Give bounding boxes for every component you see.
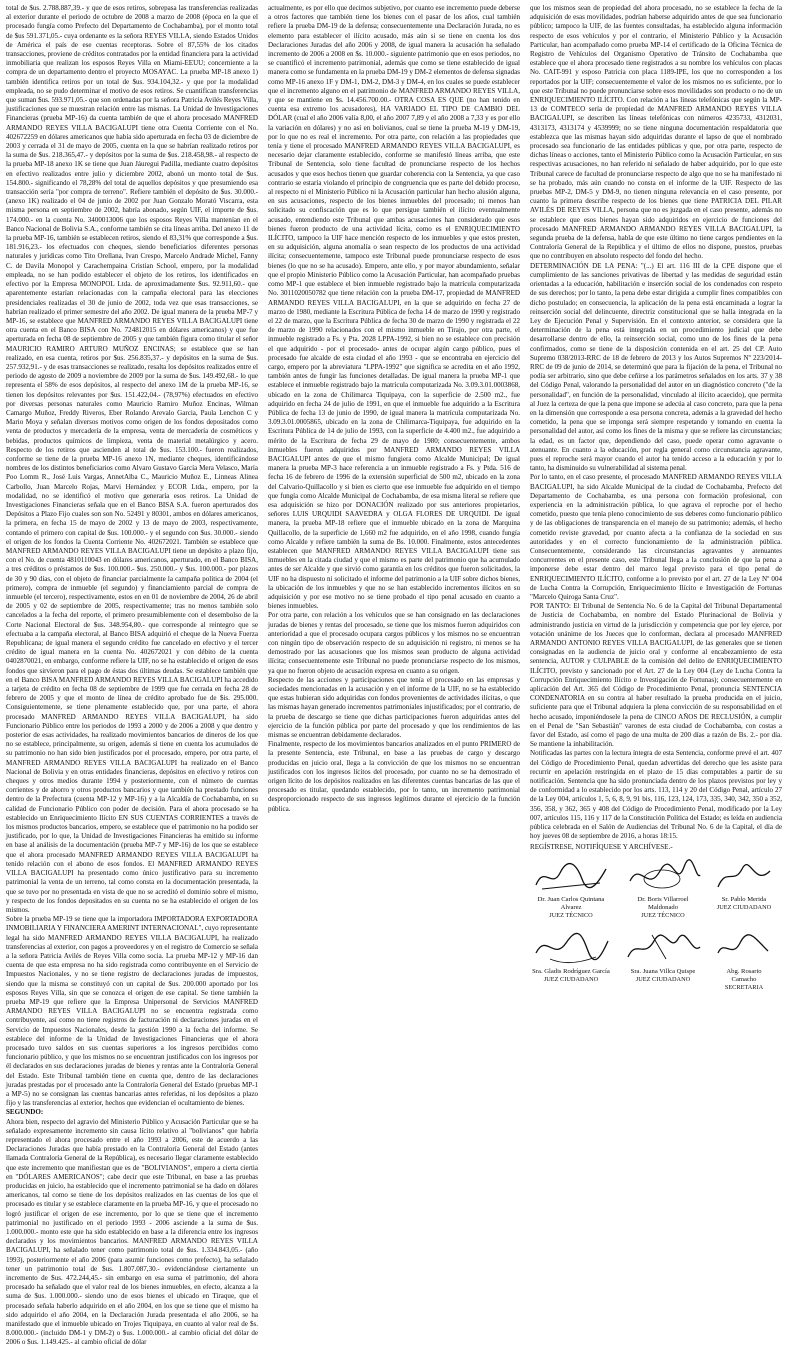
signatory-name: Dr. Boris Villarroel Maldonado: [637, 895, 689, 911]
closing-line: REGÍSTRESE, NOTIFÍQUESE Y ARCHÍVESE.-: [530, 843, 673, 852]
handwritten-signature-icon: [530, 859, 612, 895]
paragraph: DETERMINACIÓN DE LA PENA: "(...) El art. 116 III de la CPE dispone que el cumplimiento de las sanciones privativas de libertad y las medidas de seguridad están orientadas a la educación, habilitación e inserción social de los condenados con respeto de sus derechos; por lo tanto, la pena debe estar dirigida a cumplir fines compatibles con dicho postulado; en consecuencia, la aplicación de la pena está encaminada a lograr la reinserción social del delincuente, directriz constitucional que se halla integrada en la Ley de Ejecución Penal y Supervisión. En el contexto anterior, se considera que la determinación de la pena está integrada en un procedimiento judicial que debe desarrollarse dentro de ello, la reinserción social, como uno de los fines de la pena confirmados, como se tiene de la disposición contenida en el art. 25 del CP. Auto Supremo 038/2013-RRC de 18 de febrero de 2013 y los Autos Supremos Nº 223/2014-RRC de 09 de junio de 2014, se determinó que para la fijación de la pena, el Tribunal no podía ser arbitrario, sino que debe ceñirse a los parámetros señalados en los arts. 37 y 38 del Código Penal, valorando la personalidad del autor en un diagnóstico concreto ("de la personalidad", en función de la personalidad, vinculado al ilícito acaecido), que permita al Juez la certeza de que la pena que impone se adecúa al caso concreto, para que la pena en la dimensión que corresponde a esa persona concreta, además a la gravedad del hecho cometido, la pena que se imponga será siempre respetando y tomando en cuenta la personalidad del autor, así como los fines de la misma y que se refiere las circunstancias; la edad, es un factor que, dependiendo del caso, puede operar como agravante o atenuante. En cuanto a la educación, por regla general como circunstancia agravante, pues el reproche será mayor cuando el autor ha tenido acceso a la educación y por lo tanto, ha disminuido su vulnerabilidad al sistema penal.: [530, 261, 782, 473]
signatory-name: Dr. Juan Carlos Quintana Alvarez: [537, 895, 605, 911]
text-columns: [6, 4, 782, 1347]
signatory-name: Sra. Gladis Rodríguez García: [532, 967, 610, 975]
signatory-role: JUEZ CIUDADANO: [543, 975, 599, 983]
paragraph: Por lo tanto, en el caso presente, el procesado MANFRED ARMANDO REYES VILLA BACIGALUPI, ha sido Alcalde Municipal de la ciudad de Cochabamba, Prefecto del Departamento de Cochabamba, es una persona con formación profesional, con experiencia en la administración pública, lo que agrava el reproche por el hecho cometido, puesto que tenía pleno conocimiento de sus deberes como funcionario público y de las obligaciones de transparencia en el manejo de su patrimonio; además, el hecho cometido reviste gravedad, por cuanto afecta a la confianza de la sociedad en sus autoridades y en el correcto funcionamiento de la administración pública. Consecuentemente, considerando las circunstancias agravantes y atenuantes concurrentes en el presente caso, este Tribunal llega a la conclusión de que la pena a imponerse debe estar dentro del marco legal previsto para el tipo penal de ENRIQUECIMIENTO ILÍCITO, conforme a lo previsto por el art. 27 de la Ley Nº 004 de Lucha Contra la Corrupción, Enriquecimiento Ilícito e Investigación de Fortunas "Marcelo Quiroga Santa Cruz".: [530, 473, 782, 601]
paragraph: Sobre la prueba MP-19 se tiene que la importadora IMPORTADORA EXPORTADORA INMOBILIARIA Y FINANCIERA AMERINT INTERNACIONAL", cuyo representante legal ha sido MANFRED ARMANDO REYES VILLA BACIGALUPI, ha realizado transferencias al exterior, con pagos a proveedores y en el registro de Comercio se señala a la señora Patricia Avilés de Reyes Villa como socia. La prueba MP-12 y MP-16 dan cuenta de que esta empresa no ha sido registrada como contribuyente en el Servicio de Impuestos Nacionales, y no se tiene registro de declaraciones juradas de impuestos, siendo que la misma se constituyó con un capital de $us. 200.000 aportado por los esposos Reyes Villa, sin que se conozca el origen de ese capital. Se tiene también la prueba MP-19 que refiere que la Empresa Unipersonal de Servicios MANFRED ARMANDO REYES VILLA BACIGALUPI no se encuentra registrada como contribuyente, así como no tiene registros de facturación ni declaraciones juradas en el Servicio de Impuestos Nacionales, desde la gestión 1990 a la fecha del informe. Se establece del informe de la Unidad de Investigaciones Financieras que el ahora procesado tuvo saldos en sus cuentas superiores a los ingresos percibidos como funcionario público, y que los mismos no se encuentran justificados con los ingresos por él declarados en sus declaraciones juradas de bienes y rentas ante la Contraloría General del Estado. Este Tribunal también tiene en cuenta que, dentro de las declaraciones juradas prestadas por el procesado ante la Contraloría General del Estado (pruebas MP-1 a MP-5) no se consignan las cuentas bancarias antes referidas, ni los depósitos a plazo fijo y las transferencias al exterior, hechos que evidencian el ocultamiento de bienes.: [6, 915, 258, 1108]
signatory-role: JUEZ TÉCNICO: [549, 911, 593, 919]
sentence-document-page: [6, 4, 782, 1347]
paragraph: POR TANTO: El Tribunal de Sentencia No. 6 de la Capital del Tribunal Departamental de Justicia de Cochabamba, en nombre del Estado Plurinacional de Bolivia y administrando justicia en virtud de la jurisdicción y competencia que por ley ejerce, por votación unánime de los Jueces que lo conforman, declara al procesado MANFRED ARMANDO ANTONIO REYES VILLA BACIGALUPI, de las generales que se tienen consignadas en la audiencia de juicio oral y conforme al encabezamiento de esta sentencia, AUTOR y CULPABLE de la comisión del delito de ENRIQUECIMIENTO ILÍCITO, previsto y sancionado por el Art. 27 de la Ley 004 (Ley de Lucha Contra la Corrupción Enriquecimiento Ilícito e Investigación de Fortunas); consecuentemente en aplicación del Art. 365 del Código de Procedimiento Penal, pronuncia SENTENCIA CONDENATORIA en su contra al haber resultado la prueba producida en el juicio, suficiente para que el Tribunal adquiera la plena convicción de su responsabilidad en el hecho acusado, imponiéndosele la pena de CINCO AÑOS DE RECLUSIÓN, a cumplir en el Penal de "San Sebastián" varones de esta ciudad de Cochabamba, con costas a favor del Estado, así como el pago de una multa de 200 días a razón de Bs. 2.- por día. Se mantiene la inhabilitación.: [530, 602, 782, 749]
signature-2: [622, 859, 704, 920]
signatory-role: JUEZ CIUDADANO: [716, 903, 772, 911]
signature-1: [530, 859, 612, 920]
paragraph: total de $us. 2.788.887,39.- y que de esos retiros, sobrepasa las transferencias realizadas al exterior durante el periodo de octubre de 2008 a marzo de 2008 (época en la que el procesado fungía como Prefecto del Departamento de Cochabamba), por el monto total de $us 591.371,05.- cuya ordenante es la señora REYES VILLA, siendo Estados Unidos de América el país de ese cuentas receptoras. Sobre el 87,55% de los citados transacciones, proviene de créditos contratados por la entidad financiera para la actividad inmobiliaria que realizan los esposos Reyes Villa en Miami-EEUU; concerniente a la compra de un departamento dentro el proyecto MOSAYAC. La prueba MP-18 anexo 1) también identifica retiros por un total de $us. 934.104,32.- y que por la modalidad empleada, no se pudo determinar el motivo de esos retiros. Se cuantifican transferencias que suman $us. 593.971,05.- que son ordenadas por la señora Patricia Avilés Reyes Villa, justificaciones que se muestran relación entre las mismas. La Unidad de Investigaciones Financieras (prueba MP-16) da cuenta también de que el ahora procesado MANFRED ARMANDO REYES VILLA BACIGALUPI tiene otra Cuenta Corriente con el No. 402672259 en dólares americanos que había sido aperturada en fecha 03 de diciembre de 2003 y cerrada el 31 de mayo de 2005, cuenta en la que se habrían realizado retiros por la suma de $us. 218.365,47.- y depósitos por la suma de $us. 218.458,98.- al respecto de la prueba MP-18 anexo 1K se tiene que Juan Jáuregui Padilla, mediante cuatro depósitos en efectivo realizados entre julio y diciembre 2002, abonó un monto total de $us. 154.800.- significando el 78,28% del total de aquellos depósitos y que presumiendo esa transacción sería "por compra de terreno". Refiere también el depósito de $us. 30.000.- (anexo 1K) realizado el 04 de junio de 2002 por Juan Gonzalo Morató Viscarra, esta misma persona en septiembre de 2002, habría abonado, según UIF, el importe de $us. 174.000.- en la cuenta No. 3400013006 que los esposos Reyes Villa mantenían en el Banco Nacional de Bolivia S.A., conforme también se cita líneas arriba. Del anexo 11 de la prueba MP-16, también se establecen retiros, siendo el 83,31% que corresponde a $us. 181.916,23.- los efectuados con cheques, siendo beneficiarios diferentes personas naturales y jurídicas como Tito Orellana, Ivan Crespo, Marcelo Andrade Michel, Fanny C. de Davila Monopol y Carachempaina Cristian School, empero, por la modalidad empleada, no se han podido establecer el objeto de los retiros, los identificados en efectivo por la Empresa MONOPOL Ltda. de aproximadamente $us. 92.911,60.- que aparentemente estarían relacionadas con la campaña electoral para las elecciones presidenciales realizadas el 30 de junio de 2002, toda vez que esas transacciones, se habrían realizado el primer semestre del año 2002. De igual manera de la prueba MP-7 y MP-16, se establece que MANFRED ARMANDO REYES VILLA BACIGALUPI tiene otra cuenta en el Banco BISA con No. 724812015 en dólares americanos) y que fue aperturada en fecha 08 de septiembre de 2005 y que también figura como titular el señor MAURICIO RAMIRO ARTURO MUÑOZ ENCINAS; se establece que se han realizado, en esa cuenta, retiros por $us. 256.835,37.- y depósitos en la suma de $us. 257.932,91.- y de esas transacciones se realizado, resalta los depósitos realizados entre el periodo de agosto de 2009 a noviembre de 2009 por la suma de $us. 149.492,68.- lo que representa el 58% de esos depósitos, al respecto del anexo 1M de la prueba MP-16, se tienen los depósitos relevantes por $us. 151.422,04.- (78,97%) efectuados en efectivo por diversas personas naturales como Mauricio Ramiro Muñoz Encinas, Wilman Camargo Muñoz, Freddy Riveros, Eber Rolando Arevalo Garcia, Paula Lenchon C y Mario Moya y señalan diversos motivos como origen de los fondos depositados como venta de productos y mercadería de la empresa, venta de mercadería de cosméticos y bebidas, productos químicos de limpieza, venta de material metalúrgico y acero. Respecto de los retiros que ascienden al total de $us. 153.100.- fueron realizados, conforme se tiene de la prueba MP-16 anexo 1N, mediante cheques, identificándose nombres de los distintos beneficiarios como Alvaro Gustavo García Mera Velasco, María Poo Lomm R., José Luis Vargas, AnnetAlba C., Mauricio Muñoz E., Linneas Alinea Carbollo, Juan Marcelo Rojas, Marvi Hernández y ECOR Ltda., empero, por la modalidad, no se identificó el motivo que generaría esos retiros. La Unidad de Investigaciones Financieras señala que en el Banco BISA S.A. fueron aperturados dos Depósitos a Plazo Fijo cuales son son No. 52491 y 80301, ambos en dólares americanos, la primera, en fecha 15 de mayo de 2002 y 13 de mayo de 2003, respectivamente, contando el primero con capital de $us. 100.000.- y el segundo con $us. 30.000.- siendo el origen de los fondos la Cuenta Corriente No. 402672021. También se establece que MANFRED ARMANDO REYES VILLA BACIGALUPI tiene un depósito a plazo fijo, con el No. de cuenta 4810110043 en dólares americanos, aperturado, en el Banco BISA, a tres créditos o préstamos de $us. 100.000.- $us. 250.000.- y $us. 100.000.- por plazos de 30 y 90 días, con el objeto de financiar parcialmente la campaña política de 2004 (el primero), compra de inmueble (el segundo) y financiamiento parcial de compra de inmueble (el tercero), respectivamente, estos en en 01 de noviembre de 2004, 26 de abril de 2005 y 02 de septiembre de 2005, respectivamente; tras no menos también solo cancelados a la fecha del reporte, el primero presumiblemente con el desembolso de la Corte Nacional Electoral de $us. 348.954,80.- que corresponde al reintegro que se efectuaba a la campaña electoral, al Banco BISA adquirió el cheque de la Nueva Fuerza Republicana; de igual manera el segundo crédito fue cancelado en efectivo y el tercer crédito de igual manera en la cuenta No. 402672021 y con débito de la cuenta 0402870021, en embargo, conforme refiere la UIF, no se ha establecido el origen de esos fondos que sirvieron para el pago de éstas dos últimas deudas. Se establece también que en el Banco BISA MANFRED ARMANDO REYES VILLA BACIGALUPI ha accedido a tarjeta de crédito en fecha 08 de septiembre de 1999 que fue cerrada en fecha 28 de febrero de 2005 y que el monto de línea de crédito aprobado fue de $is. 295.000. Consiguientemente, se tiene plenamente establecido que, por una parte, el ahora procesado MANFRED ARMANDO REYES VILLA BACIGALUPI, ha sido Funcionario Público entre los periodos de 1993 a 2000 y de 2006 a 2008 y que dentro y posterior de esas actividades, ha realizado movimientos bancarios de dineros de los que no se establece, principalmente, su origen, además si tiene en cuenta los acumulados de su patrimonio no han sido bien justificados por el procesado, empero, por otra parte, el MANFRED ARMANDO REYES VILLA BACIGALUPI ha realizado en el Banco Nacional de Bolivia y en otras entidades financieras, depósitos en efectivo y retiros con cheques y otros medios durante 1994 y posteriormente, con el número de cuentas corrientes y de ahorro y otros productos bancarios y que también ha prestado funciones dentro de la Prefectura (cuenta MP-12 y MP-16) y a la Alcaldía de Cochabamba, en su calidad de Funcionario Público con poder de decisión. Para el ahora procesado se ha establecido un Enriquecimiento Ilícito EN SUS CUENTAS CORRIENTES a través de los mismos productos bancarios, empero, se establece que el patrimonio no ha podido ser justificado, por lo que, la Unidad de Investigaciones Financieras ha emitido su informe en base al análisis de la documentación (prueba MP-7 y MP-16) de los que se establece que el ahora procesado MANFRED ARMANDO REYES VILLA BACIGALUPI ha tenido relación con el abono de esos fondos. El MANFRED ARMANDO REYES VILLA BACIGALUPI ha presentado como único justificativo para su incremento patrimonial la venta de un terreno, tal como consta en la documentación presentada, la que se tuvo por no presentada en vista de que no se acreditó el dominio sobre el mismo, y respecto de los fondos depositados en su cuenta no se ha establecido el origen de los mismos.: [6, 4, 258, 914]
text-column-3: [530, 4, 782, 1020]
handwritten-signature-icon: [530, 929, 612, 967]
signatory-name: Sr. Pablo Merida: [721, 895, 767, 903]
signatory-role: JUEZ TÉCNICO: [641, 911, 685, 919]
signature-4: [530, 929, 612, 984]
signatory-name: Sra. Juana Villca Quispe: [630, 967, 696, 975]
paragraph: Respecto de las acciones y participaciones que tenía el procesado en las empresas y sociedades mencionadas en la acusación y en el informe de la UIF, no se ha establecido que estas hubieran sido adquiridas con fondos provenientes de actividades ilícitas, o que las mismas hayan generado incrementos patrimoniales injustificados; por el contrario, de la prueba de descargo se tiene que dichas participaciones fueron adquiridas antes del ejercicio de la función pública por parte del procesado y que los rendimientos de las mismas se encuentran debidamente declarados.: [268, 675, 520, 740]
paragraph: que los mismos sean de propiedad del ahora procesado, no se establece la fecha de la adquisición de esas movilidades, podrían haberse adquirido antes de que sea funcionario público; tampoco la UIF, de las fuentes consultadas, ha establecido alguna información respecto de esos vehículos y por el contrario, el Ministerio Público y la Acusación Particular, han acompañado como prueba MP-14 el certificado de la Oficina Técnica de Registro de Vehículos del Organismo Operativo de Tránsito de Cochabamba que establece que el ahora procesado tiene registrados a su nombre los vehículos con placas No. CAIT-991 y esposo Patricia con placa 1189-IPE, los que no corresponden a los reportados por la UIF; consecuentemente el valor de los mismos no es suficiente, por lo que este Tribunal no puede pronunciarse sobre esos movilidades son producto o no de un ENRIQUECIMIENTO ILÍCITO. Con relación a las líneas telefónicas que según la MP-13 de COMTECO sería de propiedad de MANFRED ARMANDO REYES VILLA BACIGALUPI, se describen las líneas telefónicas con números 4235733, 4312031, 4313173, 4313174 y 4539999; no se tiene ninguna documentación respaldatoria que establezca que las mismas hayan sido adquiridas durante el lapso de que el nombrado procesado sea funcionario de las entidades públicas y que, por otra parte, respecto de dichas líneas o acciones, tanto el Ministerio Público como la Acusación Particular, en sus respectivas acusaciones, no han referido ni señalado de haber adquirido, por lo que este Tribunal carece de facultad de pronunciarse respecto de algo que no se ha manifestado ni se ha probado, más aún cuando no consta en el informe de la UIF. Respecto de las pruebas MP-2, DM-5 y DM-9, no tienen ninguna relevancia en el caso presente, por cuanto la primera describe respecto de los bienes que tiene PATRICIA DEL PILAR AVILÉS DE REYES VILLA, persona que no es juzgada en el caso presente, además no se establece que esos bienes hayan sido adquiridos en ejercicio de funciones del procesado MANFRED ARMANDO ARMANDO REYES VILLA BACIGALUPI, la segunda prueba de la defensa, habla de que este último no tiene cargos pendientes en la Contraloría General de la República y el último de ellos no dispone, puestos, pruebas que no contribuyen en absoluto respecto del fondo del hecho.: [530, 4, 782, 261]
section-heading: SEGUNDO:: [6, 1108, 44, 1117]
text-column-1: [6, 4, 258, 1347]
signatory-role: SECRETARIA: [724, 983, 764, 991]
signature-block: [530, 859, 782, 1020]
signatory-name: Abg. Rosario Camacho: [726, 967, 762, 983]
signatory-role: JUEZ CIUDADANO: [635, 975, 691, 983]
paragraph: Finalmente, respecto de los movimientos bancarios analizados en el punto PRIMERO de la presente Sentencia, este Tribunal, en base a las pruebas de cargo y descargo producidas en juicio oral, llega a la convicción de que los mismos no se encuentran justificados con los ingresos lícitos del procesado, por cuanto no se ha demostrado el origen lícito de los depósitos realizados en las diferentes cuentas bancarias de las que el procesado es titular, quedando establecido, por lo tanto, un incremento patrimonial desproporcionado respecto de sus ingresos legítimos durante el ejercicio de la función pública.: [268, 740, 520, 813]
handwritten-signature-icon: [714, 929, 774, 967]
paragraph: Ahora bien, respecto del agravio del Ministerio Público y Acusación Particular que se ha señalado expresamente incremento sin causa lícito relativo al "bolivianos" que habría representado el ahora procesado entre el año 1993 a 2006, este de acuerdo a las Declaraciones Juradas que había prestado en la Contraloría General del Estado (antes llamada Contraloría General de la República), es necesario llegar claramente establecido que este incremento que manifiestan que es de "BOLIVIANOS", empero a cierta ciertia en "DÓLARES AMERICANOS"; cabe decir que este Tribunal, en base a las pruebas producidas en juicio, ha establecido que el incremento patrimonial se ha dado en dólares americanos, tal como se tiene de los depósitos realizados en las cuentas de los que el procesado es titular y se establece claramente en la prueba MP-16, y que el procesado no logró justificar el origen de ese incremento, por lo que se tiene que el incremento patrimonial no justificado en el periodo 1993 - 2006 asciende a la suma de $us. 1.000.000.- monto este que ha sido establecido en base a la diferencia entre los ingresos declarados y los movimientos bancarios. MANFRED ARMANDO REYES VILLA BACIGALUPI, ha señalado tener como patrimonio total de $us. 1.334.843,05.- (año 1993), posteriormente el año 2006 (para asumir funciones como prefecto), ha señalado tener un patrimonio total de $us. 1.807.087,30.- evidenciándose ciertamente un incremento de $us. 472.244,45.- sin embargo en esa suma el patrimonio, del ahora procesado ha señalado que el valor real de los bienes inmuebles, en efecto, alcanza a la suma de $us. 1.000.000.- siendo uno de esos bienes el ubicado en Tiraque, que el procesado señala haberlo adquirido en el año 2004, en los que se tiene que el mismo ha sido adquirido el año 2004, en la Declaración Jurada presentada el año 2006, se ha manifestado que el inmueble ubicado en Trojes Tiquipaya, en cuanto al valor real de $s. 8.000.000.- (incluido DM-1 y DM-2) o $us. 1.000.000.- al cambio oficial del dólar de 2006 o $us. 1.149.425.- al cambio oficial de dólar: [6, 1117, 258, 1347]
text-column-2: [268, 4, 520, 1020]
paragraph: actualmente, es por ello que decimos subjetivo, por cuanto ese incremento puede deberse a otros factores que también tiene los bienes con el pasar de los años, cual también refiere la prueba DM-19 de la defensa; consecuentemente una Declaración Jurada, no es elemento para establecer el ilícito acusado, más aún si se tiene en cuenta los dos Declaraciones Juradas del año 2006 y 2008, de igual manera la acusación ha señalado incremento de 2006 a 2008 en $s. 10.000.- siguiente patrimonio que en esos periodos, no se cuantificó el incremento patrimonial, además que como se tiene establecido de igual manera como se fundamenta en la prueba DM-19 y DM-2 elementos de defensa signadas como MP-16 anexo 1F y DM-1, DM-2, DM-3 y DM-4, en los cuales se puede establecer que el incremento alguno en el patrimonio de MANFRED ARMANDO REYES VILLA, y que se mantiene en $s. 14.456.700.00.- OTRA COSA ES QUE (no han tenido en cuenta esa extremo los acusadores), HA VARIADO EL TIPO DE CAMBIO DEL DÓLAR (cual el año 2006 valía 8,00, el año 2007 7,89 y el año 2008 a 7,33 y es por ello la variación en dólares) y no así en bolivianos, cual se tiene la prueba M-19 y DM-19, por lo que no es real el incremento. Por otra parte, con relación a las propiedades que tenía y tiene el procesado MANFRED ARMANDO REYES VILLA BACIGALUPI, es necesario dejar claramente establecido, conforme se manifestó líneas arriba, que este Tribunal de Sentencia, solo tiene facultad de pronunciarse respecto de los hechos acusados y que esos hechos tienen que guardar coherencia con la Sentencia, ya que caso contrario se estaría violando el principio de congruencia que es parte del debido proceso, al respecto ni el Ministerio Público ni la Acusación particular han hecho alusión alguna, en sus acusaciones, respecto de los bienes inmuebles del procesado; ni menos han solicitado su confiscación que es lo que persigue también el ilícito eventualmente acusado, entendiendo este Tribunal que ambas acusaciones han considerado que esos bienes fueron producto de una actividad lícita, como es el ENRIQUECIMIENTO ILÍCITO, tampoco la UIF hace mención respecto de los inmuebles y que estos presten, en su adquisición, alguna anomalía o sean respecto de los productos de una actividad ilícita; consecuentemente, tampoco este Tribunal puede pronunciarse respecto de esos bienes (lo que no se ha acusado). Empero, ante ello, y por mayor abundamiento, señalar que el propio Ministerio Público como la Acusación Particular, han acompañado pruebas como MP-1 que establece el bien inmueble registrado bajo la matrícula computarizada No. 3011020050782 que tiene relación con la prueba DM-17, propiedad de MANFRED ARMANDO REYES VILLA BACIGALUPI, en la que se adquirido en fecha 27 de marzo de 1980, mediante la Escritura Pública de fecha 14 de marzo de 1990 y registrado el 22 de marzo, que la Escritura Pública de fecha 30 de marzo de 1990 y registrada el 22 de marzo de 1990 relacionados con el mismo inmueble en Tirajo, por otra parte, el inmueble registrado a Fs. y Pta. 2028 LPPA-1992, si bien no se establece con precisión el que adquirido - por el procesado- antes de ocupar algún cargo público, pues el procesado fue alcalde de esta ciudad el año 1993 - que se encontraba en ejercicio del cargo, empero por la abreviatura "LPPA-1992" que significa se acredita en el año 1992, también antes de fungir las funciones detalladas. De igual manera la prueba MP-1 que establece el inmueble registrado bajo la matrícula computarizada No. 3.09.3.01.0003868, ubicado en la zona de Chilimarca Tiquipaya, con la superficie de 2.500 m2., fue adquirido en fecha 24 de julio de 1991, en que el inmueble fue adquirido a la Escritura Pública de fecha 13 de junio de 1990, de igual manera la matrícula computarizada No. 3.09.3.01.0005865, ubicado en la zona de Chilimarca-Tiquipaya, fue adquirido en la Escritura Pública de 14 de julio de 1993, con la superficie de 4.400 m2., fue adquirido a mérito de la Escritura de fecha 29 de mayo de 1980; consecuentemente, ambos inmuebles fueron adquiridos por MANFRED ARMANDO REYES VILLA BACIGALUPI antes de que el mismo fungiera como Alcalde Municipal; De igual manera la prueba MP-3 hace referencia a un inmueble registrado a Fs. y Ptda. 516 de fecha 16 de febrero de 1996 de la extensión superficial de 500 m2, ubicado en la zona del Calvario-Quillacollo y si bien es cierto que ese inmueble fue adquirido en el tiempo que fungía como Alcalde Municipal de Cochabamba, de esa misma literal se refiere que esa adquisición se hizo por DONACIÓN realizado por sus anteriores propietarios, señores LUIS URQUIDI SAAVEDRA y OLGA FLORES DE URQUIDI. De igual manera, la prueba MP-18 refiere que el inmueble ubicado en la zona de Marquina Quillacollo, de la superficie de 1,660 m2 fue adquirido, en el año 1998, cuando fungía como Alcalde y refiere también la suma de Bs. 10.000. Finalmente, estos antecedentes establecen que MANFRED ARMANDO REYES VILLA BACIGALUPI tiene sus inmuebles en la citada ciudad y que el mismo es parte del patrimonio que ha acumulado antes de ser Alcalde y que sirvió como garantía en los créditos que fueron solicitados, la UIF no ha dispuesto ni solicitado el informe del patrimonio a la UIF sobre dichos bienes, la ubicación de los inmuebles y que no se han establecido incrementos ilícitos en su adquisición y por ese motivo no se tiene probado el tipo penal acusado en cuanto a bienes inmuebles.: [268, 4, 520, 611]
handwritten-signature-icon: [622, 859, 704, 895]
signature-6: [714, 929, 774, 992]
signature-3: [714, 859, 774, 912]
signature-5: [622, 929, 704, 984]
paragraph: Notificadas las partes con la lectura íntegra de esta Sentencia, conforme prevé el art. 407 del Código de Procedimiento Penal, quedan advertidas del derecho que les asiste para recurrir en apelación restringida en el plazo de 15 días computables a partir de su notificación. Sentencia que ha sido pronunciada dentro de los plazos previstos por ley y de conformidad a lo establecido por los arts. 113, 114 y 20 del Código Penal, artículo 27 de la Ley 004, artículos 1, 5, 6, 8, 9, 91 bis, 116, 123, 124, 173, 335, 340, 342, 350 a 352, 356, 358, y 362, 365 y 408 del Código de Procedimiento Penal, modificado por la Ley 007, artículos 115, 116 y 117 de la Constitución Política del Estado; es leída en audiencia pública celebrada en el Salón de Audiencias del Tribunal No. 6 de la Capital, el día de hoy jueves 08 de septiembre de 2016, a horas 18:15.: [530, 749, 782, 841]
handwritten-signature-icon: [622, 929, 704, 967]
paragraph: Por otra parte, con relación a los vehículos que se han consignado en las declaraciones juradas de bienes y rentas del procesado, se tiene que los mismos fueron adquiridos con anterioridad a que el procesado ocupara cargos públicos y los mismos no se encuentran con ningún tipo de observación respecto de su adquisición ni registro, ni menos se ha demostrado por las acusaciones que los mismos sean producto de alguna actividad ilícita; consecuentemente este Tribunal no puede pronunciarse respecto de los mismos, ya que no fueron objeto de acusación expresa en cuanto a su origen.: [268, 611, 520, 675]
handwritten-signature-icon: [714, 859, 774, 895]
